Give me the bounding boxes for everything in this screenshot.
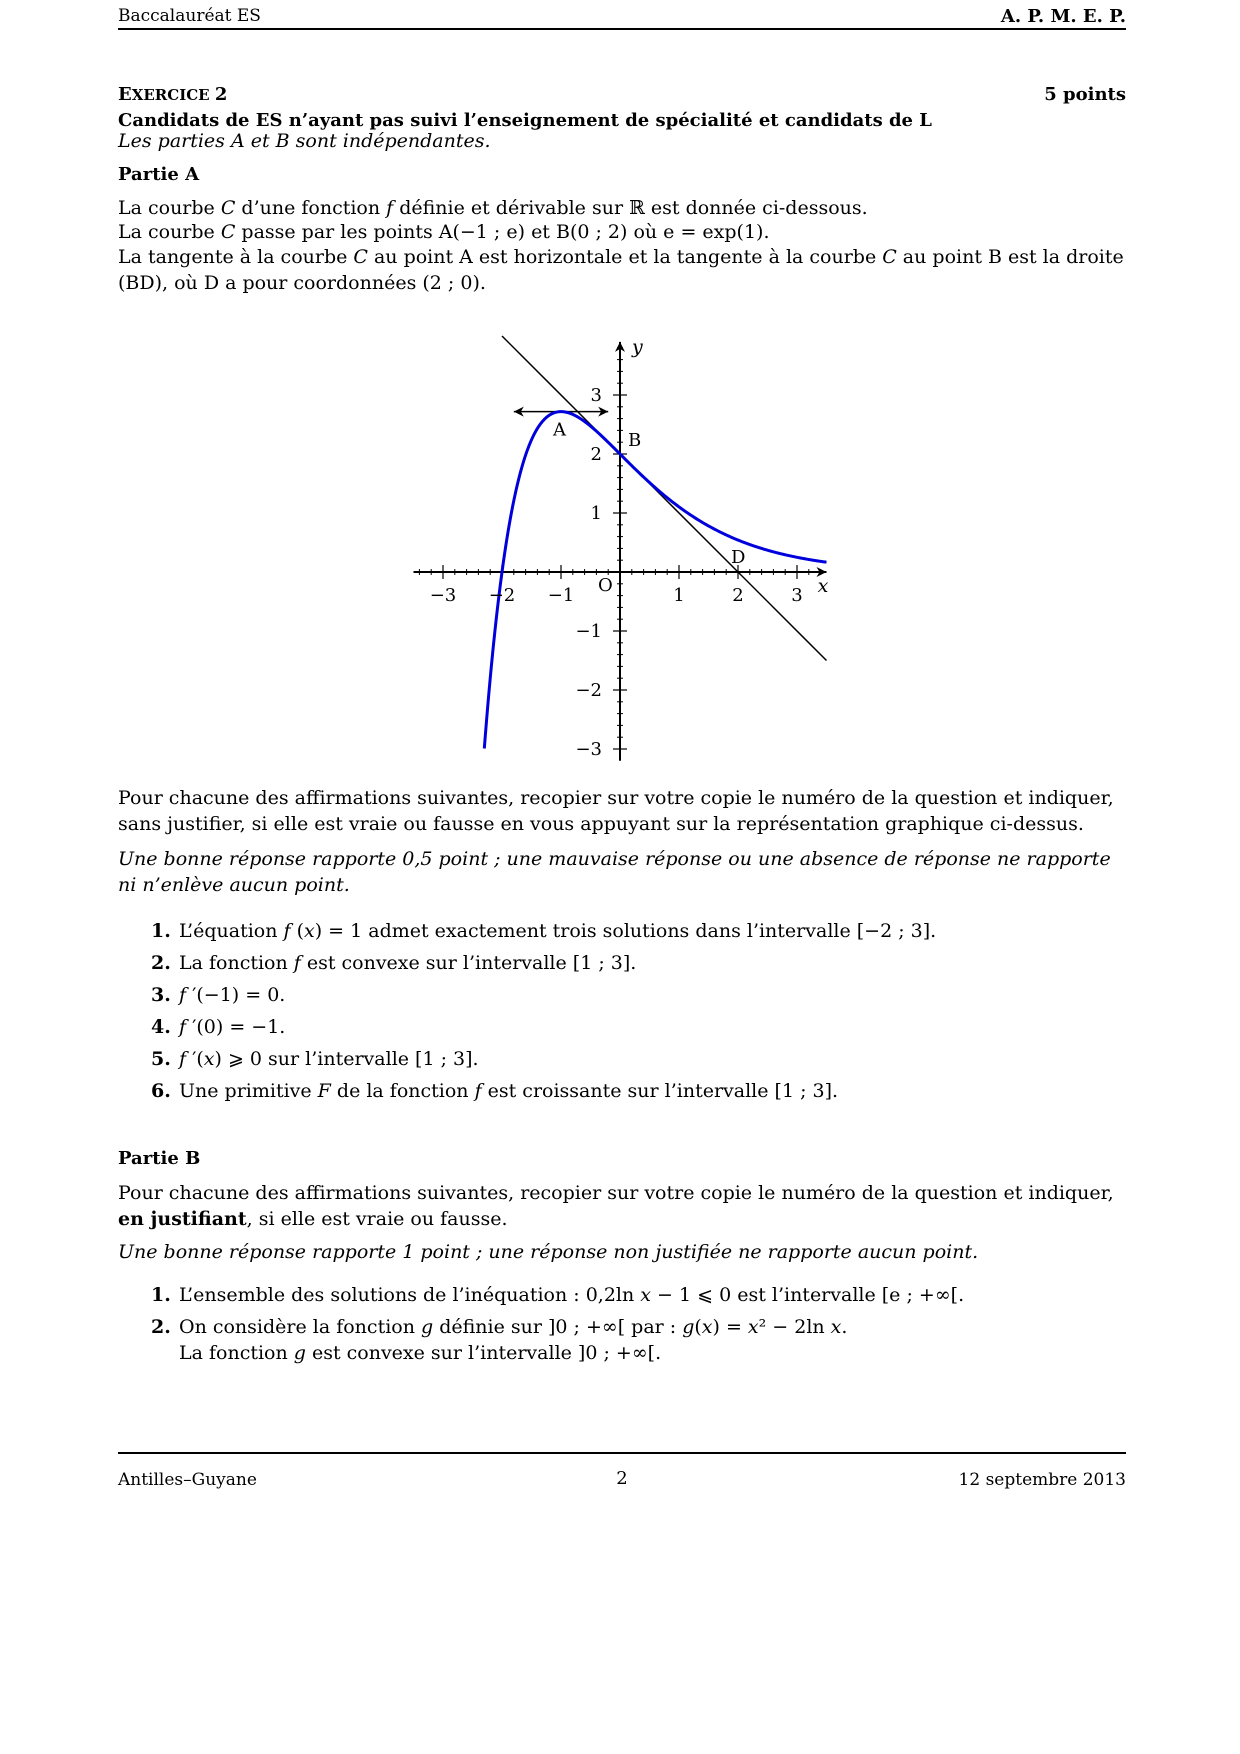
graph-curves [484,336,826,749]
list-item: 3. 𝑓 ′(−1) = 0. [151,984,286,1006]
curve-c [484,412,826,749]
y-tick-label: −1 [575,621,602,642]
x-tick-label: −3 [429,585,457,606]
list-item: 2. On considère la fonction 𝑔 définie sur ]0 ; +∞[ par : 𝑔(𝑥) = 𝑥² − 2ln 𝑥. La fonction 𝑔 est convexe sur l’intervalle ]0 ; +∞[. [151,1316,848,1364]
x-tick-label: 1 [673,585,685,606]
exercise-points: 5 points [1044,84,1126,105]
exercise-title: EXERCICE 2 [118,84,228,105]
x-tick-label: −1 [547,585,575,606]
footer-right: 12 septembre 2013 [958,1470,1126,1490]
part-a-line-2: La courbe 𝐶 passe par les points A(−1 ; e) et B(0 ; 2) où e = exp(1). [118,221,770,243]
page-number: 2 [616,1468,628,1489]
part-a-questions [118,918,1126,1110]
y-tick-label: 1 [590,503,602,524]
point-label-a: A [553,419,566,441]
origin-label: O [598,575,613,596]
list-item: 5. 𝑓 ′(𝑥) ⩾ 0 sur l’intervalle [1 ; 3]. [151,1048,479,1070]
function-graph [118,328,1126,768]
part-b-title: Partie B [118,1148,201,1169]
footer-left: Antilles–Guyane [118,1470,257,1490]
part-b-instructions: Pour chacune des affirmations suivantes, recopier sur votre copie le numéro de la question et indiquer, en justifiant, si elle est vraie ou fausse. [118,1182,1114,1230]
part-a-line-3: La tangente à la courbe 𝐶 au point A est horizontale et la tangente à la courbe 𝐶 au point B est la droite (BD), où D a pour coordonnées (2 ; 0). [118,246,1124,294]
list-item: 6. Une primitive 𝐹 de la fonction 𝑓 est croissante sur l’intervalle [1 ; 3]. [151,1080,839,1102]
part-a-line-1: La courbe 𝐶 d’une fonction 𝑓 définie et dérivable sur ℝ est donnée ci-dessous. [118,197,868,219]
page-header [118,6,1126,30]
part-a-title: Partie A [118,164,200,185]
x-tick-label: 2 [732,585,744,606]
list-item: 4. 𝑓 ′(0) = −1. [151,1016,286,1038]
list-item: 2. La fonction 𝑓 est convexe sur l’intervalle [1 ; 3]. [151,952,637,974]
x-tick-label: 3 [791,585,803,606]
header-right: A. P. M. E. P. [1000,6,1126,27]
part-a-instructions: Pour chacune des affirmations suivantes, recopier sur votre copie le numéro de la question et indiquer, sans justifier, si elle est vraie ou fausse en vous appuyant sur la représentation graphique ci-dessus. [118,787,1114,835]
page-footer [118,1452,1126,1490]
y-axis-label: y [632,335,643,358]
part-b-questions [118,1282,1126,1374]
part-a-scoring: Une bonne réponse rapporte 0,5 point ; une mauvaise réponse ou une absence de réponse ne rapporte ni n’enlève aucun point. [118,848,1111,896]
list-item: 1. L’équation 𝑓 (𝑥) = 1 admet exactement trois solutions dans l’intervalle [−2 ; 3]. [151,920,937,942]
x-axis-label: x [817,575,829,597]
y-tick-label: −2 [575,680,602,701]
exercise-heading [118,84,1126,105]
tangent-line-bd [502,336,827,661]
point-label-b: B [628,430,642,451]
exercise-intro: Les parties A et B sont indépendantes. [118,130,491,152]
point-label-d: D [731,547,746,568]
list-item: 1. L’ensemble des solutions de l’inéquation : 0,2ln 𝑥 − 1 ⩽ 0 est l’intervalle [e ; +∞[. [151,1284,965,1306]
y-tick-label: −3 [575,739,602,760]
x-tick-label: −2 [488,585,516,606]
header-left: Baccalauréat ES [118,6,261,26]
exercise-subtitle: Candidats de ES n’ayant pas suivi l’enseignement de spécialité et candidats de L [118,110,932,131]
part-b-scoring: Une bonne réponse rapporte 1 point ; une réponse non justifiée ne rapporte aucun point. [118,1241,979,1263]
y-tick-label: 3 [590,385,602,406]
graph-axes [414,342,827,761]
y-tick-label: 2 [590,444,602,465]
